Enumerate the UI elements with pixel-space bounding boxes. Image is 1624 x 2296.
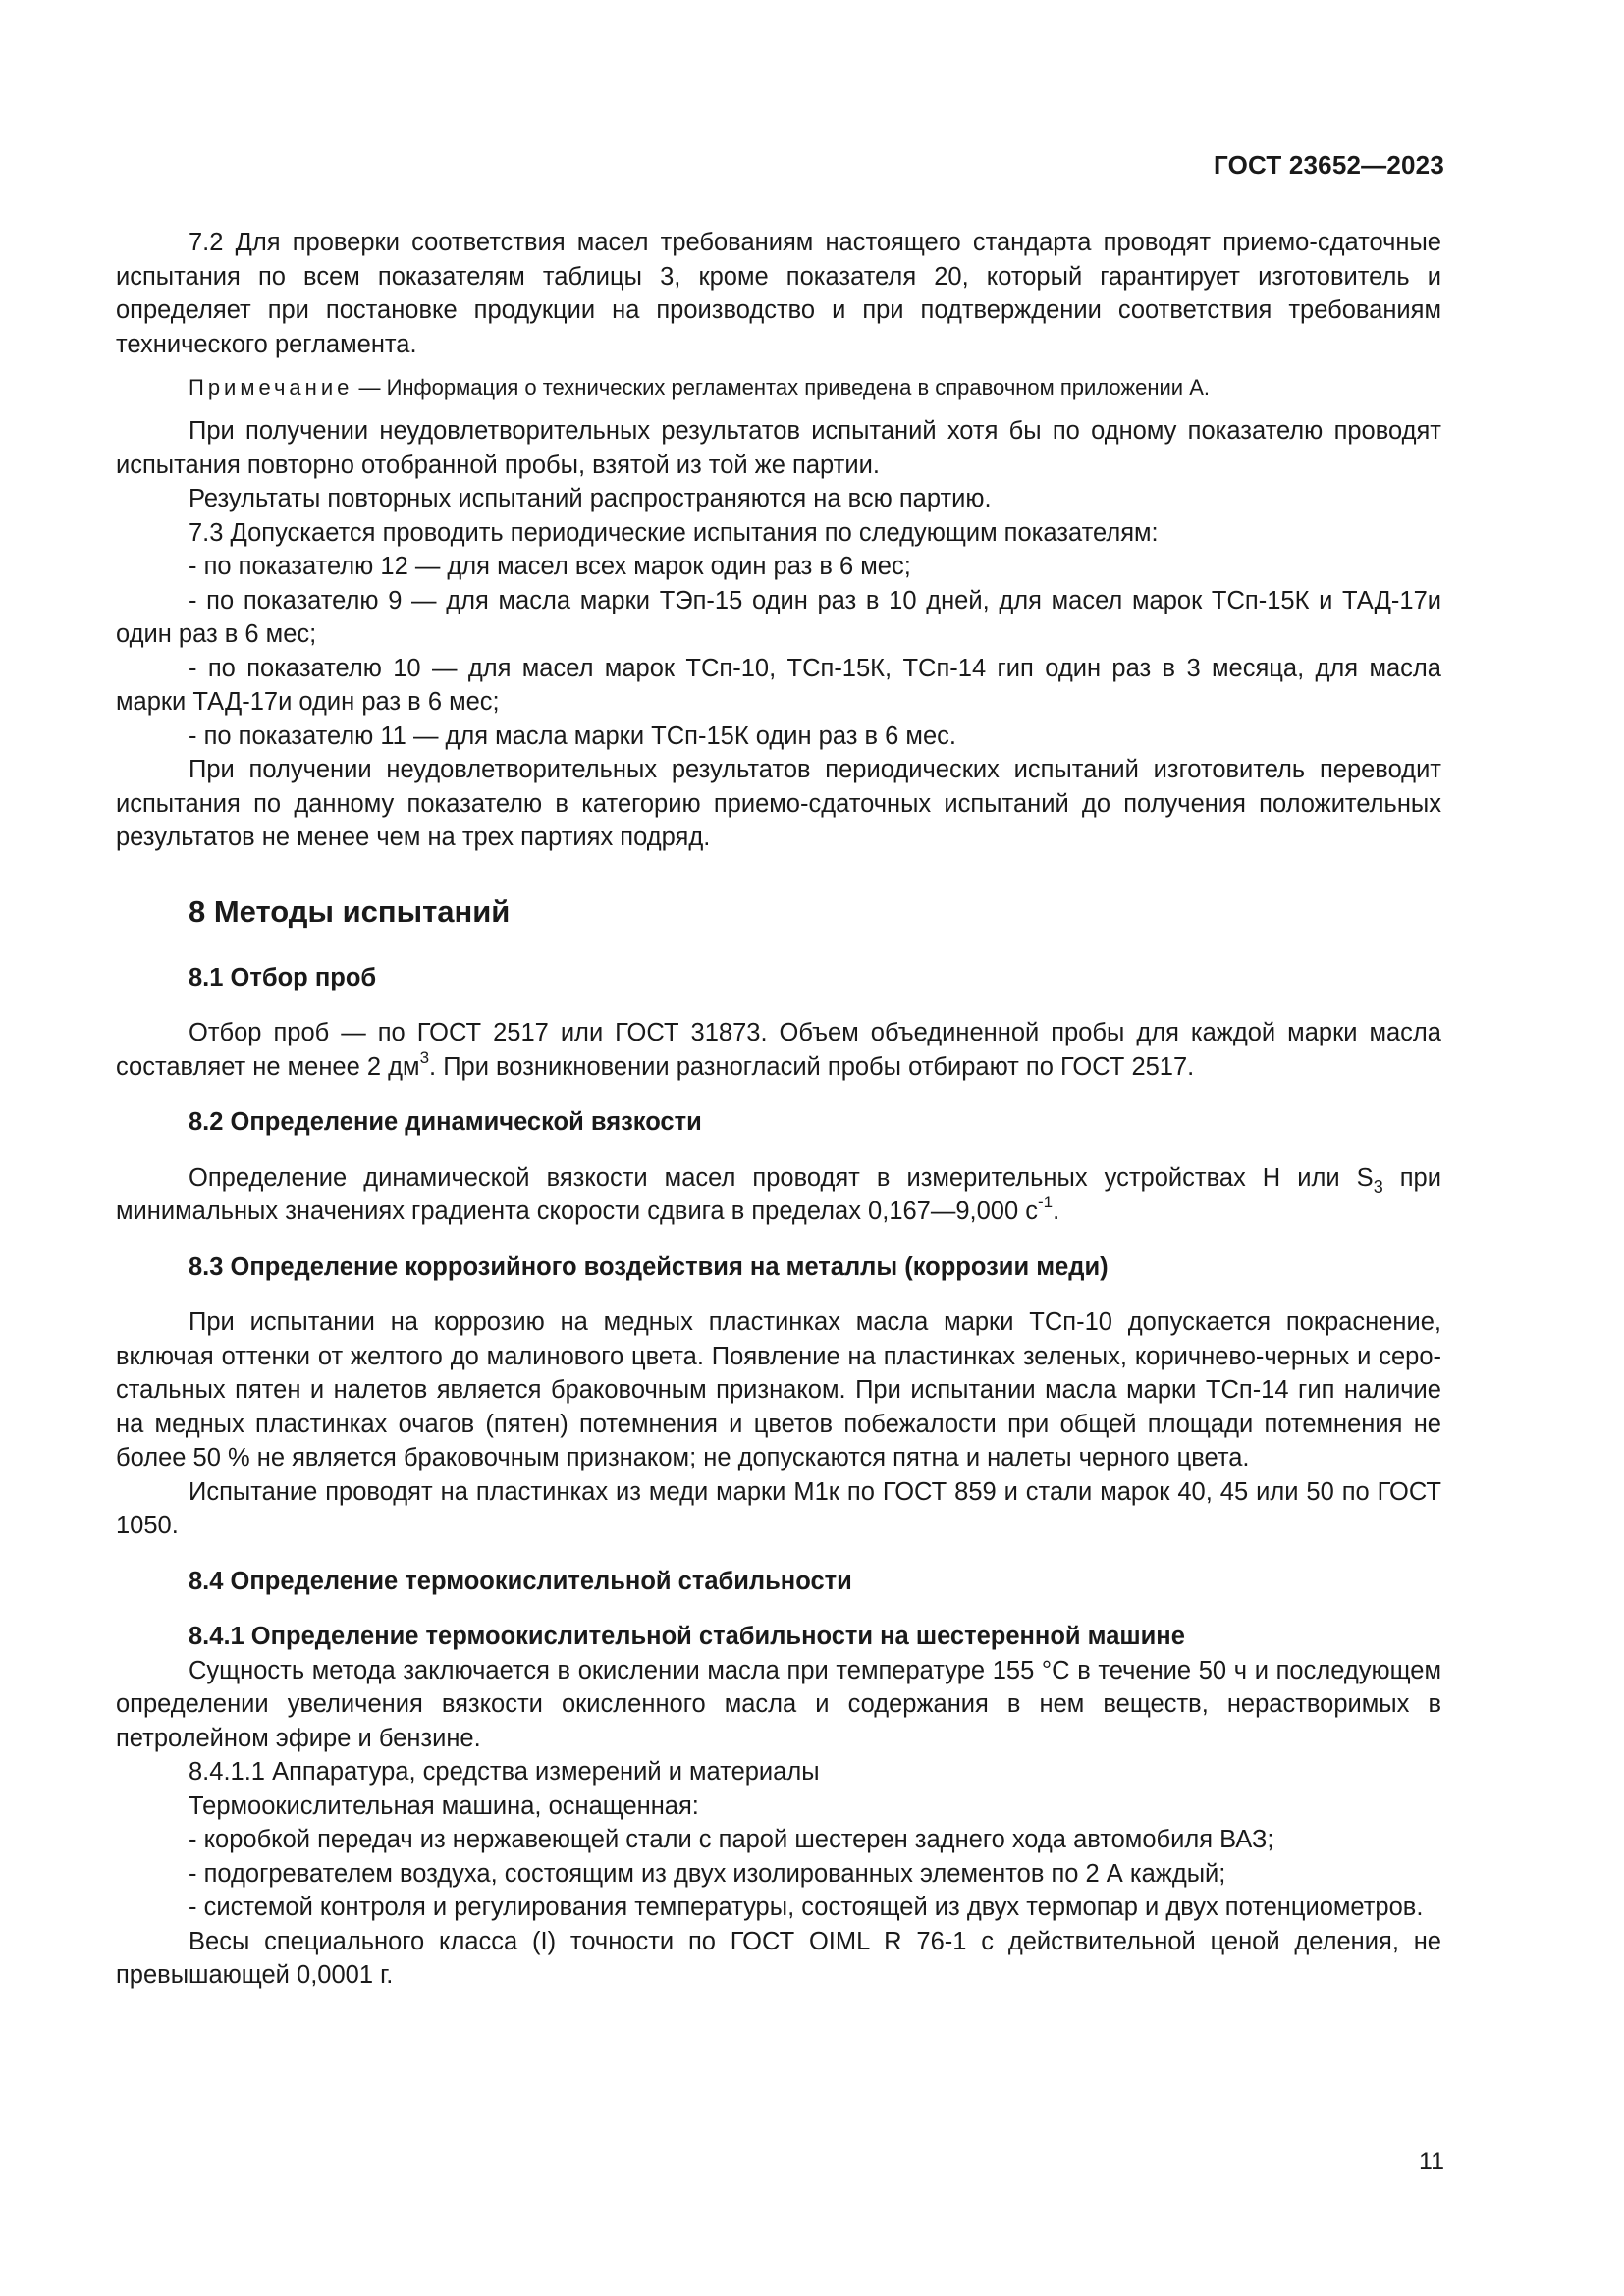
note (116, 373, 1441, 402)
paragraph-8-2 (116, 1161, 1441, 1229)
note-text: — Информация о технических регламентах приведена в справочном приложении А. (352, 375, 1210, 400)
paragraph-7-2: 7.2 Для проверки соответствия масел требованиям настоящего стандарта проводят приемо-сдаточные испытания по всем показателям таблицы 3, кроме показателя 20, который гарантирует изготовитель и определяет при постановке продукции на производство и при подтверждении соответствия требованиям технического регламента. (116, 229, 1441, 358)
superscript: -1 (1038, 1193, 1054, 1211)
text-fragment: Определение динамической вязкости масел проводят в измерительных устройствах Н или S (189, 1163, 1374, 1192)
paragraph-8-4-1-1: 8.4.1.1 Аппаратура, средства измерений и материалы (189, 1758, 820, 1786)
paragraph-results: Результаты повторных испытаний распространяются на всю партию. (189, 485, 992, 512)
paragraph-scales: Весы специального класса (I) точности по ГОСТ OIML R 76-1 с действительной ценой деления, не превышающей 0,0001 г. (116, 1927, 1441, 1989)
subsection-heading-8-1: 8.1 Отбор проб (189, 963, 377, 991)
list-item: - коробкой передач из нержавеющей стали с парой шестерен заднего хода автомобиля ВАЗ; (189, 1826, 1274, 1853)
subscript: 3 (1373, 1176, 1383, 1197)
document-code: ГОСТ 23652—2023 (1214, 150, 1444, 180)
subsection-heading-8-3: 8.3 Определение коррозийного воздействия на металлы (коррозии меди) (189, 1253, 1109, 1281)
text-fragment: . При возникновении разногласий пробы отбирают по ГОСТ 2517. (429, 1052, 1195, 1081)
paragraph-8-3-a: При испытании на коррозию на медных пластинках масла марки ТСп-10 допускается покраснение, включая оттенки от желтого до малинового цвета. Появление на пластинках зеленых, коричнево-черных и серо-стальных пятен и налетов является браковочным признаком. При испытании масла марки ТСп-14 гип наличие на медных пластинках очагов (пятен) потемнения и цветов побежалости при общей площади потемнения не более 50 % не является браковочным признаком; не допускаются пятна и налеты черного цвета. (116, 1308, 1441, 1471)
superscript: 3 (419, 1047, 430, 1067)
paragraph-periodic: При получении неудовлетворительных результатов периодических испытаний изготовитель переводит испытания по данному показателю в категорию приемо-сдаточных испытаний до получения положительных результатов не менее чем на трех партиях подряд. (116, 756, 1441, 851)
paragraph-machine: Термоокислительная машина, оснащенная: (189, 1791, 699, 1820)
page-body (116, 226, 1441, 1993)
paragraph-8-4-1: Сущность метода заключается в окислении масла при температуре 155 °С в течение 50 ч и последующем определении увеличения вязкости окисленного масла и содержания в нем веществ, нерастворимых в петролейном эфире и бензине. (116, 1656, 1441, 1752)
paragraph-repeat-tests: При получении неудовлетворительных результатов испытаний хотя бы по одному показателю проводят испытания повторно отобранной пробы, взятой из той же партии. (116, 417, 1441, 479)
text-fragment: Отбор проб — по ГОСТ 2517 или ГОСТ 31873. Объем объединенной пробы для каждой марки масла составляет не менее 2 дм (116, 1019, 1441, 1081)
text-fragment: . (1053, 1198, 1060, 1225)
list-item: - по показателю 11 — для масла марки ТСп-15К один раз в 6 мес. (189, 721, 956, 750)
text-fragment: при минимальных значениях градиента скорости сдвига в пределах 0,167—9,000 с (116, 1163, 1441, 1225)
list-item: - по показателю 9 — для масла марки ТЭп-15 один раз в 10 дней, для масел марок ТСп-15К и ТАД-17и один раз в 6 мес; (116, 586, 1441, 648)
paragraph-8-3-b: Испытание проводят на пластинках из меди марки М1к по ГОСТ 859 и стали марок 40, 45 или 50 по ГОСТ 1050. (116, 1477, 1441, 1539)
paragraph-8-1 (116, 1016, 1441, 1084)
subsection-heading-8-4-1: 8.4.1 Определение термоокислительной стабильности на шестеренной машине (189, 1623, 1185, 1650)
subsection-heading-8-2: 8.2 Определение динамической вязкости (189, 1108, 702, 1136)
list-item: - по показателю 10 — для масел марок ТСп-10, ТСп-15К, ТСп-14 гип один раз в 3 месяца, для масла марки ТАД-17и один раз в 6 мес; (116, 654, 1441, 716)
page-number: 11 (1419, 2148, 1444, 2175)
list-item: - подогревателем воздуха, состоящим из двух изолированных элементов по 2 А каждый; (189, 1859, 1226, 1888)
section-heading-8: 8 Методы испытаний (189, 893, 511, 929)
subsection-heading-8-4: 8.4 Определение термоокислительной стабильности (189, 1567, 852, 1595)
list-item: - по показателю 12 — для масел всех марок один раз в 6 мес; (189, 553, 911, 580)
note-label: Примечание (189, 375, 353, 400)
list-item: - системой контроля и регулирования температуры, состоящей из двух термопар и двух потенциометров. (189, 1894, 1424, 1921)
paragraph-7-3: 7.3 Допускается проводить периодические испытания по следующим показателям: (189, 518, 1159, 547)
